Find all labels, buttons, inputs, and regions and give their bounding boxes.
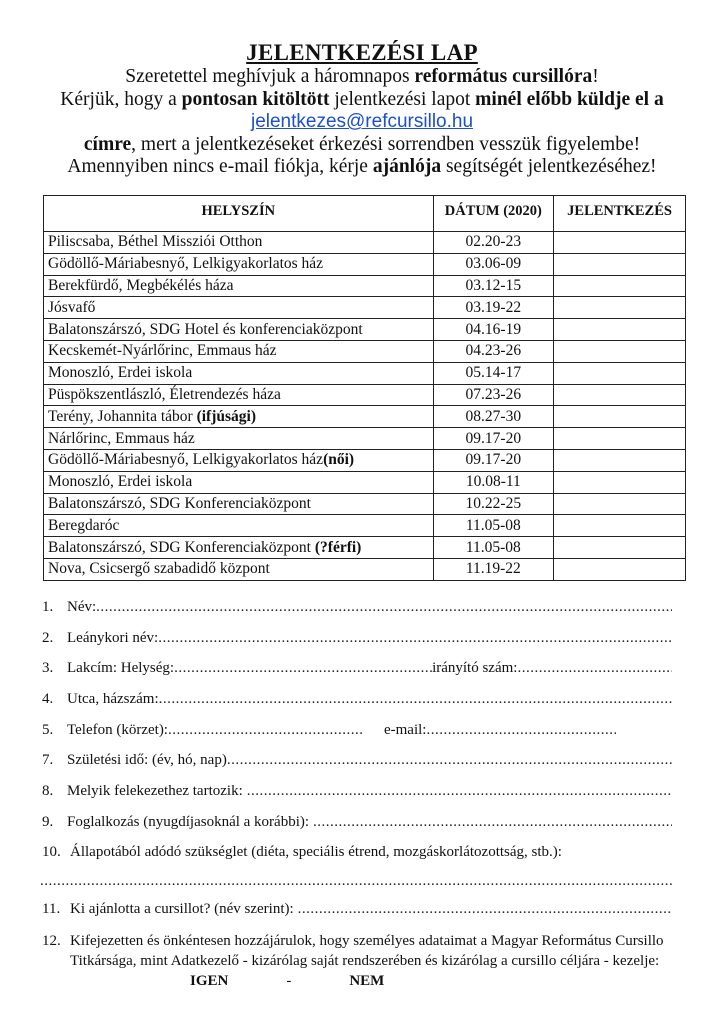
phone-field[interactable] [42,715,672,746]
field-label: Telefon (körzet): [67,721,168,738]
field-number: 1. [42,598,54,615]
fill-line[interactable] [298,901,672,918]
location-name: Jósvafő [48,298,96,316]
location-cell [44,232,434,254]
field-label: Utca, házszám: [67,690,159,707]
street-field[interactable] [42,684,672,715]
date-cell: 02.20-23 [433,232,554,254]
name-field[interactable] [42,592,672,623]
date-cell: 09.17-20 [433,428,554,450]
consent-choice [70,971,384,991]
location-cell [44,275,434,297]
registration-cell[interactable] [554,340,686,362]
location-tag: (ifjúsági) [196,407,256,425]
field-label: Lakcím: Helység: [67,660,175,677]
table-row [44,275,686,297]
location-cell [44,384,434,406]
consent-text: Kifejezetten és önkéntesen hozzájárulok, hogy személyes adataimat a Magyar Református Cursillo Titkársága, mint Adatkezelő - kizárólag saját rendszerében és kizárólag a cursillo céljára - kezelje: [70,932,664,969]
registration-cell[interactable] [554,558,686,580]
registration-cell[interactable] [554,406,686,428]
field-number: 12. [42,932,61,949]
location-name: Gödöllő-Máriabesnyő, Lelkigyakorlatos ház [48,451,324,469]
date-cell: 10.08-11 [433,471,554,493]
field-label: Ki ajánlotta a cursillot? (név szerint): [70,901,294,918]
location-name: Kecskemét-Nyárlőrinc, Emmaus ház [48,342,277,360]
location-name: Gödöllő-Máriabesnyő, Lelkigyakorlatos ház [48,255,324,273]
table-row [44,515,686,537]
maiden-name-field[interactable] [42,623,672,654]
date-cell: 11.19-22 [433,558,554,580]
header-registration: JELENTKEZÉS [554,196,686,232]
fill-line[interactable] [313,814,672,831]
location-name: Nárlőrinc, Emmaus ház [48,429,195,447]
intro-line-2: Kérjük, hogy a pontosan kitöltött jelentkezési lapot minél előbb küldje el a [60,88,664,110]
location-cell [44,471,434,493]
location-cell [44,493,434,515]
registration-form [42,592,672,991]
email-link[interactable]: jelentkezes@refcursillo.hu [250,111,474,133]
field-label: Leánykori név: [67,629,159,646]
table-row [44,537,686,559]
registration-cell[interactable] [554,232,686,254]
schedule-table [43,195,686,581]
location-cell [44,340,434,362]
location-cell [44,319,434,341]
zip-fill-line[interactable] [517,660,672,677]
field-label: Név: [67,598,97,615]
occupation-field[interactable] [42,807,672,838]
registration-cell[interactable] [554,493,686,515]
field-number: 7. [42,752,54,769]
location-tag: (női) [323,451,355,469]
intro-line-5: Amennyiben nincs e-mail fiókja, kérje ajánlója segítségét jelentkezéséhez! [67,156,657,178]
registration-cell[interactable] [554,384,686,406]
intro-line-4: címre, mert a jelentkezéseket érkezési sorrendben vesszük figyelembe! [83,133,641,155]
consent-yes-option[interactable]: IGEN [190,972,229,989]
location-cell [44,449,434,471]
table-row [44,428,686,450]
date-cell: 05.14-17 [433,362,554,384]
date-cell: 04.16-19 [433,319,554,341]
location-name: Beregdaróc [48,516,120,534]
table-row [44,319,686,341]
date-cell: 04.23-26 [433,340,554,362]
table-row [44,340,686,362]
field-number: 3. [42,660,54,677]
fill-line[interactable] [158,630,672,647]
fill-line[interactable] [247,783,672,800]
phone-fill-line[interactable] [168,722,364,739]
location-name: Terény, Johannita tábor [48,407,197,425]
field-number: 11. [42,901,61,918]
field-number: 8. [42,782,54,799]
header-date: DÁTUM (2020) [433,196,554,232]
location-cell [44,515,434,537]
registration-cell[interactable] [554,449,686,471]
registration-cell[interactable] [554,319,686,341]
field-number: 9. [42,813,54,830]
registration-cell[interactable] [554,515,686,537]
field-label: Állapotából adódó szükséglet (diéta, speciális étrend, mozgáskorlátozottság, stb.): [70,844,562,861]
date-cell: 03.06-09 [433,253,554,275]
date-cell: 11.05-08 [433,537,554,559]
special-needs-line[interactable] [42,868,672,894]
fill-line[interactable] [96,599,672,616]
intro-text [0,66,724,179]
birthdate-field[interactable] [42,745,672,776]
denomination-field[interactable] [42,776,672,807]
date-cell: 10.22-25 [433,493,554,515]
location-cell [44,428,434,450]
table-row [44,297,686,319]
date-cell: 03.19-22 [433,297,554,319]
field-number: 5. [42,721,54,738]
address-field[interactable] [42,653,672,684]
location-cell [44,297,434,319]
field-label: Születési idő: (év, hó, nap) [67,752,227,769]
location-cell [44,406,434,428]
registration-cell[interactable] [554,471,686,493]
table-row [44,406,686,428]
consent-no-option[interactable]: NEM [349,972,385,989]
date-cell: 08.27-30 [433,406,554,428]
table-row [44,471,686,493]
location-name: Balatonszárszó, SDG Konferenciaközpont [48,494,311,512]
referrer-field[interactable] [42,894,672,925]
location-name: Piliscsaba, Béthel Missziói Otthon [48,233,263,251]
consent-field [42,931,672,991]
consent-text-block [70,931,672,991]
zip-label: irányító szám: [432,660,518,677]
fill-line[interactable] [159,691,672,708]
field-number: 4. [42,690,54,707]
field-number: 10. [42,844,61,861]
date-cell: 07.23-26 [433,384,554,406]
registration-cell[interactable] [554,537,686,559]
location-name: Nova, Csicsergő szabadidő központ [48,560,270,578]
location-cell [44,537,434,559]
location-cell [44,558,434,580]
location-name: Püspökszentlászló, Életrendezés háza [48,385,281,403]
table-row [44,558,686,580]
table-row [44,449,686,471]
location-name: Balatonszárszó, SDG Hotel és konferenciaközpont [48,320,363,338]
location-tag: (?férfi) [314,538,362,556]
field-label: Melyik felekezethez tartozik: [67,782,243,799]
table-row [44,384,686,406]
table-row [44,232,686,254]
location-cell [44,362,434,384]
table-row [44,362,686,384]
table-row [44,253,686,275]
field-number: 2. [42,629,54,646]
location-name: Monoszló, Erdei iskola [48,364,193,382]
field-label: Foglalkozás (nyugdíjasoknál a korábbi): [67,813,310,830]
registration-cell[interactable] [554,275,686,297]
special-needs-field[interactable] [42,838,672,869]
table-row [44,493,686,515]
date-cell: 11.05-08 [433,515,554,537]
fill-line[interactable] [40,873,672,890]
header-location: HELYSZÍN [44,196,434,232]
location-name: Monoszló, Erdei iskola [48,473,193,491]
registration-cell[interactable] [554,297,686,319]
registration-cell[interactable] [554,362,686,384]
date-cell: 03.12-15 [433,275,554,297]
registration-cell[interactable] [554,428,686,450]
location-name: Balatonszárszó, SDG Konferenciaközpont [48,538,315,556]
registration-cell[interactable] [554,253,686,275]
email-link-line [0,111,724,134]
location-name: Berekfürdő, Megbékélés háza [48,276,234,294]
page-title: JELENTKEZÉSI LAP [246,40,478,65]
email-label: e-mail: [383,721,427,738]
fill-line[interactable] [227,752,672,769]
location-cell [44,253,434,275]
consent-separator: - [286,972,292,989]
date-cell: 09.17-20 [433,449,554,471]
email-fill-line[interactable] [426,722,616,739]
table-header-row [44,196,686,232]
city-fill-line[interactable] [174,660,432,677]
intro-line-1: Szeretettel meghívjuk a háromnapos református cursillóra! [125,66,599,87]
